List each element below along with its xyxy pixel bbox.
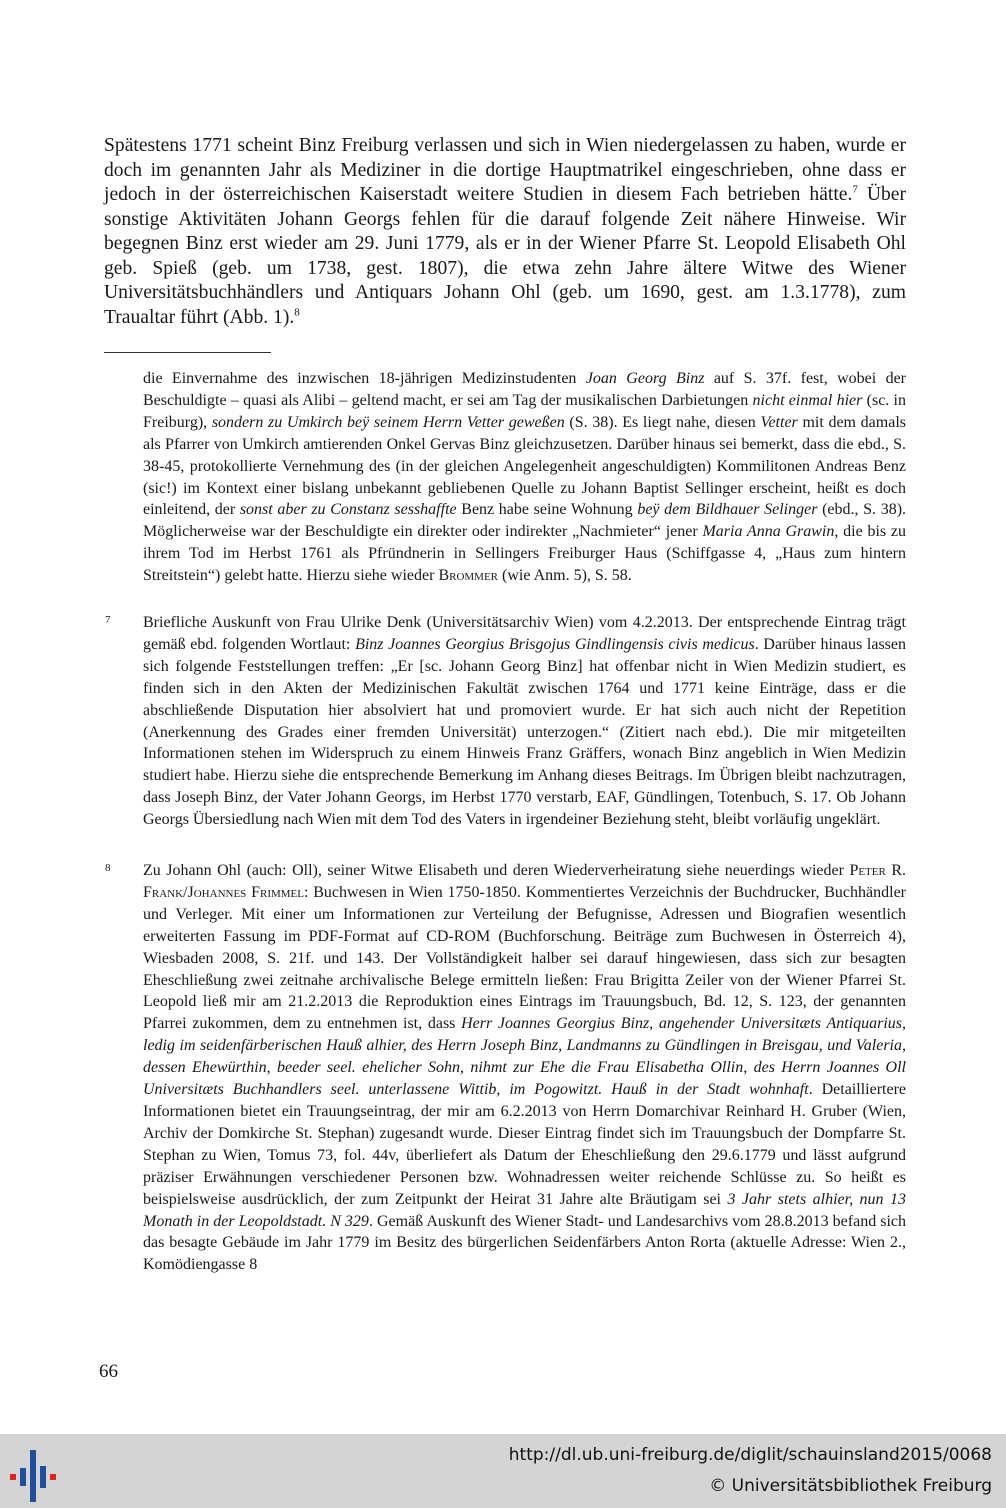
ub-freiburg-logo-icon[interactable] bbox=[6, 1444, 64, 1502]
page-number: 66 bbox=[99, 1361, 118, 1382]
footnote-8: 8 Zu Johann Ohl (auch: Oll), seiner Witwe Elisabeth und deren Wiederverheiratung siehe neuerdings wieder Peter R. Frank/Johannes Frimmel: Buchwesen in Wien 1750-1850. Kommentiertes Verzeichnis der Buchdrucker, Buchhändler und Verleger. Mit einer um Informationen zur Verteilung der Befugnisse, Adressen und Biografien wesentlich erweiterten Fassung im PDF-Format auf CD-ROM (Buchforschung. Beiträge zum Buchwesen in Österreich 4), Wiesbaden 2008, S. 21f. und 143. Der Vollständigkeit halber sei darauf hingewiesen, dass sich zur besagten Eheschließung zwei zeitnahe archivalische Belege ermitteln ließen: Frau Brigitta Zeiler von der Wiener Pfarrei St. Leopold ließ mir am 21.2.2013 die Reproduktion eines Eintrags im Trauungsbuch, Bd. 12, S. 123, der genannten Pfarrei zukommen, dem zu entnehmen ist, dass Herr Joannes Georgius Binz, angehender Universitæts Antiquarius, ledig im seidenfärberischen Hauß alhier, des Herrn Joseph Binz, Landmanns zu Gündlingen in Breisgau, und Valeria, dessen Ehewürthin, beeder seel. ehelicher Sohn, nihmt zur Ehe die Frau Elisabetha Ollin, des Herrn Joannes Oll Universitæts Buchhandlers seel. unterlassene Wittib, im Pogowitzt. Hauß in der Stadt wohnhaft. Detailliertere Informationen bietet ein Trauungseintrag, der mir am 6.2.2013 von Herrn Domarchivar Reinhard H. Gruber (Wien, Archiv der Domkirche St. Stephan) zugesandt wurde. Dieser Eintrag findet sich im Trauungsbuch der Dompfarre St. Stephan zu Wien, Tomus 73, fol. 44v, überliefert als Datum der Eheschließung den 29.6.1779 und lässt aufgrund präziser Erwähnungen verschiedener Personen bzw. Wohnadressen weiter reichende Schlüsse zu. So heißt es beispielsweise ausdrücklich, der zum Zeitpunkt der Heirat 31 Jahre alte Bräutigam sei 3 Jahr stets alhier, nun 13 Monath in der Leopoldstadt. N 329. Gemäß Auskunft des Wiener Stadt- und Landesarchivs vom 28.8.2013 befand sich das besagte Gebäude im Jahr 1779 im Besitz des bürgerlichen Seidenfärbers Anton Rorta (aktuelle Adresse: Wien 2., Komödiengasse 8 bbox=[143, 860, 906, 1276]
footnote-ref-7[interactable]: 7 bbox=[852, 183, 858, 196]
footnote-6-continuation: die Einvernahme des inzwischen 18-jährigen Medizinstudenten Joan Georg Binz auf S. 37f. fest, wobei der Beschuldigte – quasi als Alibi – geltend macht, er sei am Tag der musikalischen Darbietungen nicht einmal hier (sc. in Freiburg), sondern zu Umkirch beÿ seinem Herrn Vetter geweßen (S. 38). Es liegt nahe, diesen Vetter mit dem damals als Pfarrer von Umkirch amtierenden Onkel Gervas Binz gleichzusetzen. Darüber hinaus sei bemerkt, dass die ebd., S. 38-45, protokollierte Vernehmung des (in der gleichen Angelegenheit angeschuldigten) Kommilitonen Andreas Benz (sic!) im Kontext einer bislang unbekannt gebliebenen Quelle zu Johann Baptist Sellinger erscheint, heißt es doch einleitend, der sonst aber zu Constanz sesshaffte Benz habe seine Wohnung beÿ dem Bildhauer Selinger (ebd., S. 38). Möglicherweise war der Beschuldigte ein direkter oder indirekter „Nachmieter“ jener Maria Anna Grawin, die bis zu ihrem Tod im Herbst 1761 als Pfründnerin in Sellingers Freiburger Haus (Schiffgasse 4, „Haus zum hintern Streitstein“) gelebt hatte. Hierzu siehe wieder Brommer (wie Anm. 5), S. 58. bbox=[143, 370, 907, 585]
main-text-part: Über sonstige Aktivitäten Johann Georgs fehlen für die darauf folgende Zeit nähere Hinweise. Wir begegnen Binz erst wieder am 29. Juni 1779, als er in der Wiener Pfarre St. Leopold Elisabeth Ohl geb. Spieß (geb. um 1738, gest. 1807), die etwa zehn Jahre ältere Witwe des Wiener Universitätsbuchhändlers und Antiquars Johann Ohl (geb. um 1690, gest. am 1.3.1778), zum Traualtar führt (Abb. 1). bbox=[104, 184, 906, 328]
footnote-7: 7 Briefliche Auskunft von Frau Ulrike Denk (Universitätsarchiv Wien) vom 4.2.2013. Der entsprechende Eintrag trägt gemäß ebd. folgenden Wortlaut: Binz Joannes Georgius Brisgojus Gindlingensis civis medicus. Darüber hinaus lassen sich folgende Feststellungen treffen: „Er [sc. Johann Georg Binz] hat offenbar nicht in Wien Medizin studiert, es finden sich in den Akten der Medizinischen Fakultät zwischen 1764 und 1771 keine Einträge, dass er die abschließende Disputation hier absolviert hat und promoviert wurde. Er hat sich auch nicht der Repetition (Anerkennung des Grades einer fremden Universität) unterzogen.“ (Zitiert nach ebd.). Die mir mitgeteilten Informationen stehen im Widerspruch zu einem Hinweis Franz Gräffers, wonach Binz angeblich in Wien Medizin studiert habe. Hierzu siehe die entsprechende Bemerkung im Anhang dieses Beitrags. Im Übrigen bleibt nachzutragen, dass Joseph Binz, der Vater Johann Georgs, im Herbst 1770 verstarb, EAF, Gündlingen, Totenbuch, S. 17. Ob Johann Georgs Übersiedlung nach Wien mit dem Tod des Vaters in irgendeiner Beziehung steht, bleibt vorläufig ungeklärt. bbox=[143, 612, 906, 831]
footer-copyright: © Universitätsbibliothek Freiburg bbox=[709, 1476, 992, 1496]
footer-bar bbox=[0, 1434, 1006, 1508]
footer-url-link[interactable]: http://dl.ub.uni-freiburg.de/diglit/schauinsland2015/0068 bbox=[508, 1445, 992, 1465]
footnote-number-7: 7 bbox=[105, 614, 111, 626]
main-paragraph bbox=[104, 134, 906, 330]
footnote-ref-8[interactable]: 8 bbox=[294, 305, 300, 318]
main-text-part: Spätestens 1771 scheint Binz Freiburg verlassen und sich in Wien niedergelassen zu haben, wurde er doch im genannten Jahr als Mediziner in die dortige Hauptmatrikel eingeschrieben, ohne dass er jedoch in der österreichischen Kaiserstadt weitere Studien in diesem Fach betrieben hätte. bbox=[104, 135, 906, 205]
footnote-number-8: 8 bbox=[105, 862, 111, 874]
footnote-divider bbox=[104, 352, 271, 353]
